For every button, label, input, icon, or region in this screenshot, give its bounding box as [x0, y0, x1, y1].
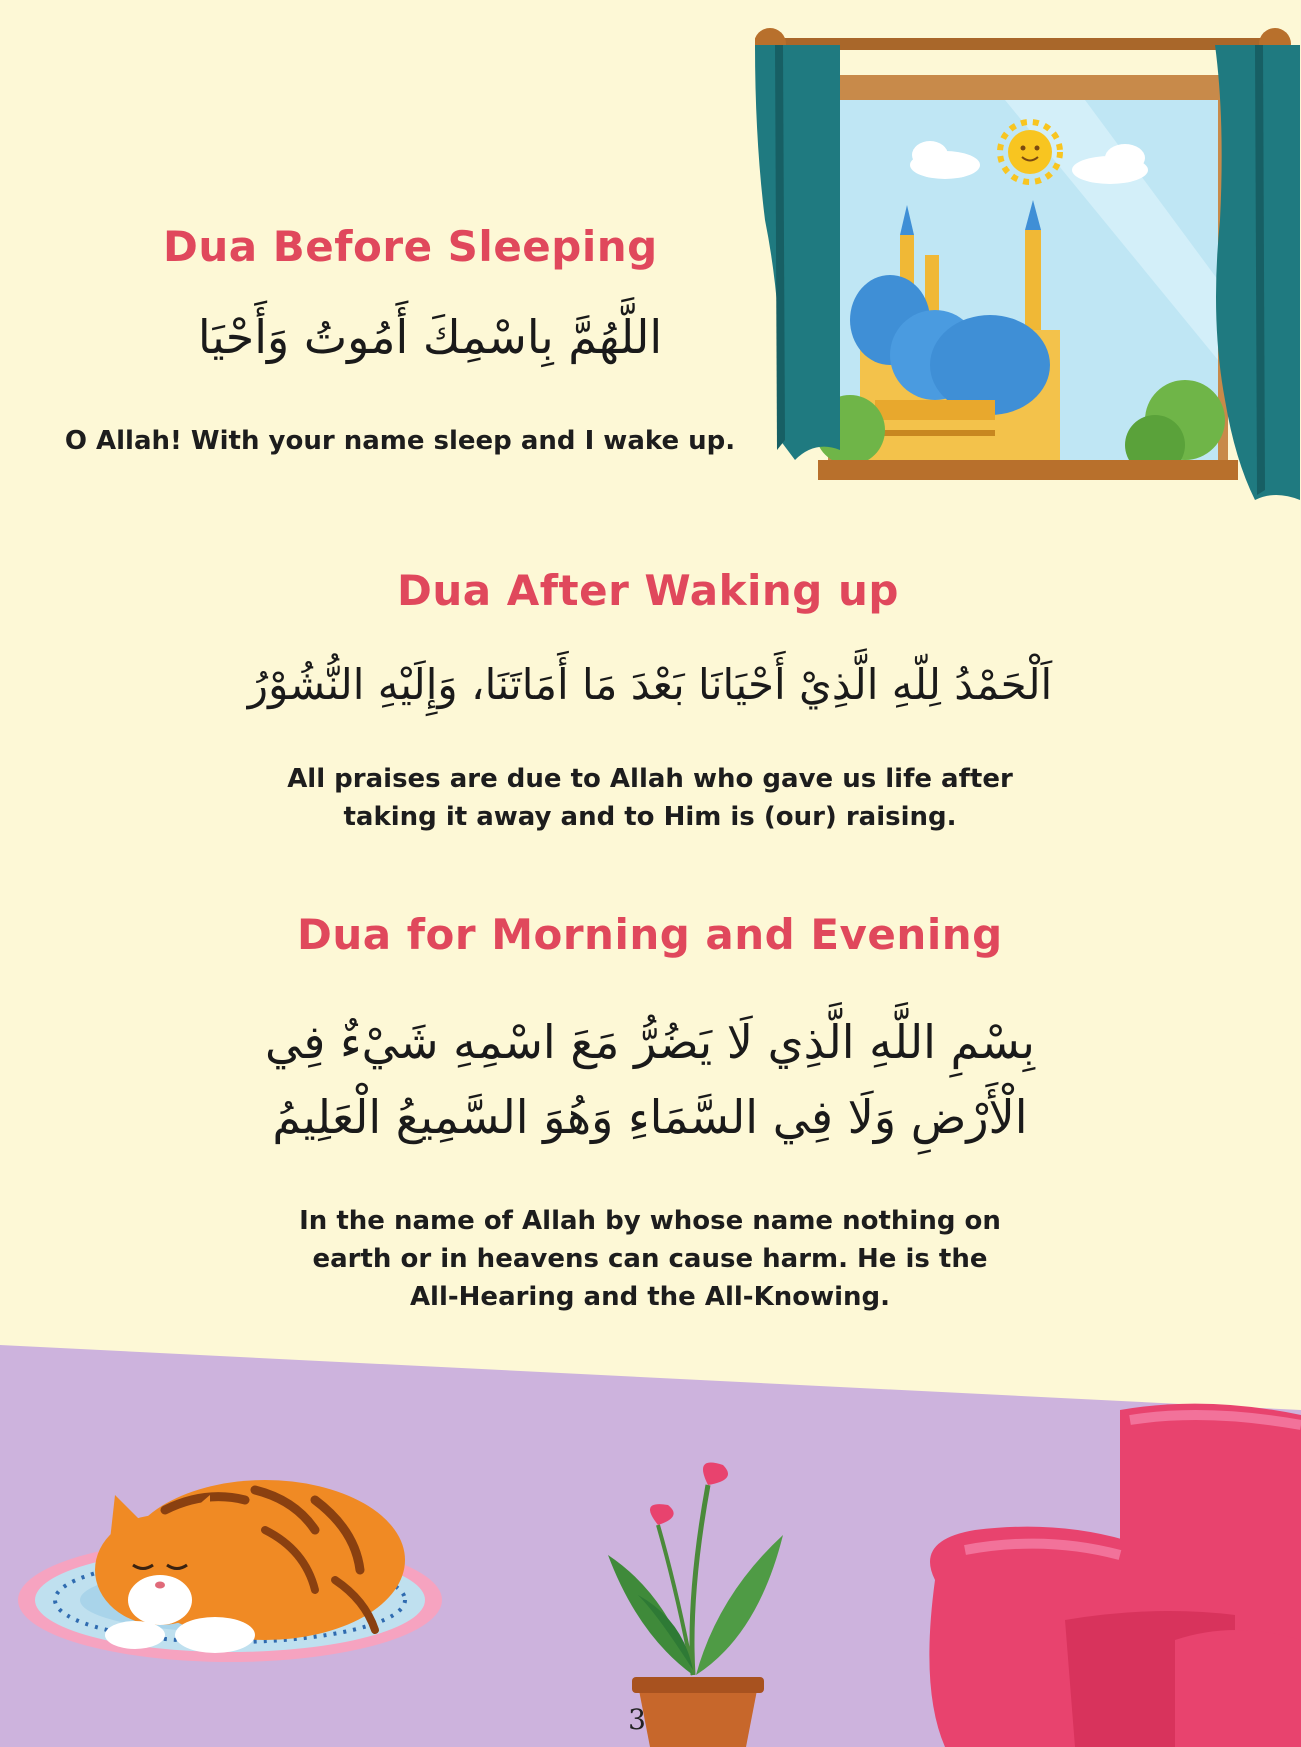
translation-morning-evening: In the name of Allah by whose name nothing on earth or in heavens can cause harm. He is the All-Hearing and the All-Knowing.: [299, 1206, 1001, 1312]
section-title-after-waking: Dua After Waking up: [397, 566, 899, 615]
section-title-before-sleeping: Dua Before Sleeping: [163, 222, 658, 271]
cat-on-rug: [15, 1450, 455, 1670]
section-title-morning-evening: Dua for Morning and Evening: [297, 910, 1003, 959]
arabic-text-morning-evening-line-2: الْأَرْضِ وَلَا فِي السَّمَاءِ وَهُوَ السَّمِيعُ الْعَلِيمُ: [272, 1090, 1028, 1144]
arabic-text-before-sleeping: اللَّهُمَّ بِاسْمِكَ أَمُوتُ وَأَحْيَا: [197, 310, 663, 364]
translation-after-waking: All praises are due to Allah who gave us life after taking it away and to Him is (our) raising.: [287, 764, 1013, 832]
page-number: 3: [628, 1703, 646, 1736]
translation-before-sleeping: O Allah! With your name sleep and I wake up.: [64, 426, 736, 456]
arabic-text-after-waking: اَلْحَمْدُ لِلّهِ الَّذِيْ أَحْيَانَا بَعْدَ مَا أَمَاتَنَا، وَإِلَيْهِ النُّشُوْرُ: [247, 660, 1053, 709]
arabic-text-morning-evening-line-1: بِسْمِ اللَّهِ الَّذِي لَا يَضُرُّ مَعَ اسْمِهِ شَيْءٌ فِي: [265, 1015, 1035, 1069]
armchair-icon: [905, 1390, 1301, 1747]
window-icon: [755, 20, 1300, 500]
